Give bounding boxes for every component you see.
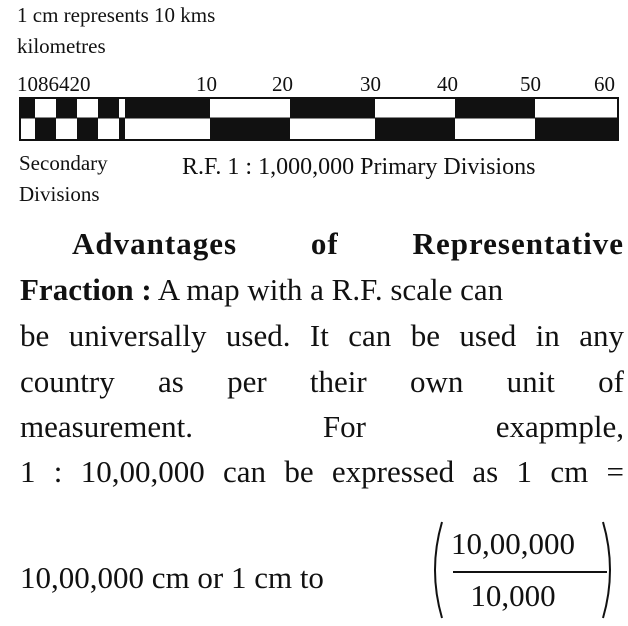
section-heading: Advantages of Representative [72, 226, 624, 261]
scale-cell [35, 118, 56, 140]
body-line-2: be universally used. It can be used in any [20, 318, 624, 353]
body-line-5: 1 : 10,00,000 can be expressed as 1 cm = [20, 454, 624, 489]
primary-tick-label: 40 [437, 72, 458, 96]
linear-scale-bar [19, 96, 619, 142]
scale-cell [210, 118, 290, 140]
primary-divisions [125, 98, 619, 140]
right-parenthesis [600, 520, 620, 620]
scale-cell [125, 98, 210, 118]
scale-cell [455, 98, 535, 118]
scale-cell [56, 98, 77, 118]
body-line-3: country as per their own unit of [20, 364, 624, 399]
scale-tick-labels [17, 72, 621, 96]
scale-cell [290, 98, 375, 118]
scale-cell [19, 98, 35, 118]
scale-cell [535, 118, 619, 140]
scale-unit-label: kilometres [17, 34, 106, 58]
section-heading-continued: Fraction : [20, 272, 152, 307]
fraction-denominator: 10,000 [470, 578, 556, 613]
primary-tick-label: 20 [272, 72, 293, 96]
scale-cell [77, 118, 98, 140]
body-text: A map with a R.F. scale can [157, 272, 504, 307]
secondary-divisions-label-1: Secondary [19, 151, 108, 175]
rf-primary-caption: R.F. 1 : 1,000,000 Primary Divisions [182, 154, 536, 180]
secondary-divisions [19, 98, 125, 140]
body-line-1 [20, 272, 624, 308]
fraction-bar [453, 571, 607, 573]
body-line-4: measurement. For exapmple, [20, 409, 624, 444]
scale-cell [98, 98, 119, 118]
scale-statement: 1 cm represents 10 kms [17, 3, 216, 27]
primary-tick-label: 50 [520, 72, 541, 96]
fraction-numerator: 10,00,000 [451, 526, 575, 561]
secondary-divisions-label-2: Divisions [19, 182, 100, 206]
equation-left-text: 10,00,000 cm or 1 cm to [20, 560, 324, 595]
primary-tick-label: 60 [594, 72, 615, 96]
scale-cell [375, 118, 455, 140]
scale-cell [119, 118, 125, 140]
primary-tick-label: 10 [196, 72, 217, 96]
secondary-tick-label: 1086420 [17, 72, 91, 96]
primary-tick-label: 30 [360, 72, 381, 96]
fraction-equation [20, 520, 620, 620]
